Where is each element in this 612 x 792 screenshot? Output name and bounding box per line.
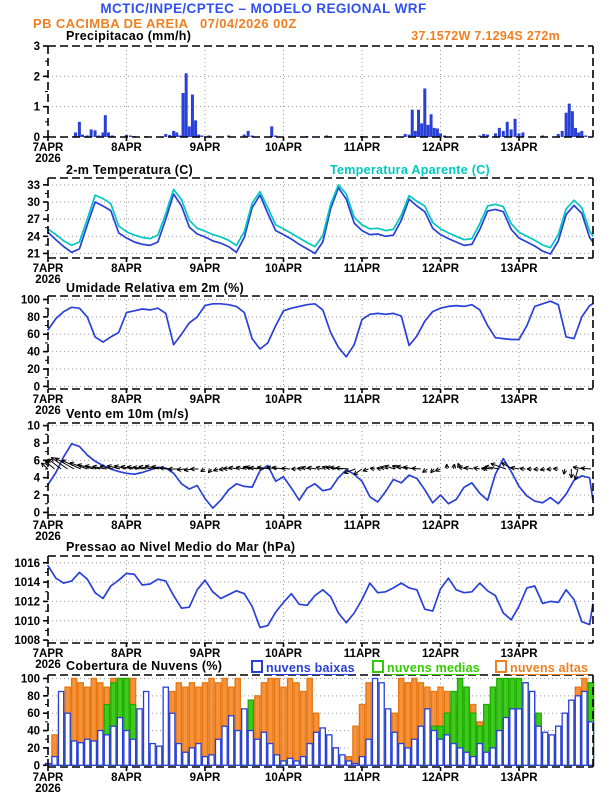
svg-text:13APR: 13APR <box>500 648 538 660</box>
svg-text:80: 80 <box>27 311 40 324</box>
svg-text:7APR: 7APR <box>32 648 64 660</box>
legend-nuvens-medias: nuvens medias <box>372 660 480 676</box>
svg-text:12APR: 12APR <box>421 648 460 660</box>
svg-text:2026: 2026 <box>35 153 61 165</box>
svg-text:12APR: 12APR <box>421 263 460 275</box>
temperature-title: 2-m Temperatura (C) <box>66 163 194 177</box>
svg-text:1: 1 <box>33 101 40 114</box>
svg-text:3: 3 <box>33 41 40 53</box>
svg-text:6: 6 <box>33 455 40 468</box>
precipitation-title: Precipitacao (mm/h) <box>66 29 192 43</box>
svg-text:9APR: 9APR <box>189 520 221 532</box>
svg-text:4: 4 <box>33 472 40 485</box>
high-clouds-swatch-icon <box>495 660 507 673</box>
svg-text:33: 33 <box>27 179 40 192</box>
svg-text:2026: 2026 <box>35 659 61 671</box>
svg-text:30: 30 <box>27 197 40 209</box>
svg-text:2: 2 <box>33 71 40 84</box>
svg-text:7APR: 7APR <box>32 772 64 784</box>
svg-text:8APR: 8APR <box>111 772 142 784</box>
svg-text:1014: 1014 <box>14 577 40 590</box>
svg-text:2026: 2026 <box>35 274 61 286</box>
model-title: MCTIC/INPE/CPTEC – MODELO REGIONAL WRF <box>100 1 427 16</box>
svg-text:9APR: 9APR <box>189 142 221 154</box>
svg-text:10: 10 <box>27 420 40 433</box>
svg-text:60: 60 <box>27 329 40 342</box>
svg-text:11APR: 11APR <box>343 772 381 784</box>
svg-text:40: 40 <box>27 346 40 359</box>
apparent-temperature-title: Temperatura Aparente (C) <box>330 163 491 177</box>
svg-text:27: 27 <box>27 214 40 227</box>
svg-text:2026: 2026 <box>35 405 61 417</box>
svg-text:13APR: 13APR <box>500 263 538 275</box>
svg-text:0: 0 <box>33 132 40 144</box>
svg-text:13APR: 13APR <box>500 142 538 154</box>
svg-text:100: 100 <box>20 673 40 686</box>
legend-nuvens-baixas: nuvens baixas <box>251 660 355 676</box>
svg-text:9APR: 9APR <box>189 772 221 784</box>
svg-text:1008: 1008 <box>14 635 40 648</box>
svg-text:7APR: 7APR <box>32 394 64 406</box>
svg-text:0: 0 <box>33 507 40 520</box>
svg-text:24: 24 <box>27 231 40 244</box>
pressure-title: Pressao ao Nivel Medio do Mar (hPa) <box>66 540 296 554</box>
svg-text:13APR: 13APR <box>500 520 538 532</box>
svg-text:21: 21 <box>27 248 40 261</box>
svg-text:10APR: 10APR <box>264 142 303 154</box>
svg-text:1010: 1010 <box>14 615 40 628</box>
svg-text:10APR: 10APR <box>264 394 303 406</box>
svg-text:0: 0 <box>33 381 40 394</box>
svg-text:10APR: 10APR <box>264 263 303 275</box>
svg-text:1016: 1016 <box>14 557 40 570</box>
clouds-title: Cobertura de Nuvens (%) <box>66 659 223 673</box>
svg-text:20: 20 <box>27 364 40 377</box>
location-coordinates: 37.1572W 7.1294S 272m <box>411 29 560 43</box>
legend-nuvens-altas: nuvens altas <box>495 660 588 676</box>
wind-title: Vento em 10m (m/s) <box>66 407 189 421</box>
svg-text:8APR: 8APR <box>111 142 142 154</box>
svg-text:9APR: 9APR <box>189 263 221 275</box>
svg-text:8APR: 8APR <box>111 648 142 660</box>
svg-text:12APR: 12APR <box>421 772 460 784</box>
svg-text:8: 8 <box>33 437 40 450</box>
svg-text:0: 0 <box>33 760 40 773</box>
svg-text:80: 80 <box>27 690 40 703</box>
svg-text:12APR: 12APR <box>421 520 460 532</box>
station-name: PB CACIMBA DE AREIA <box>33 16 189 31</box>
run-datetime: 07/04/2026 00Z <box>200 16 297 31</box>
svg-text:13APR: 13APR <box>500 772 538 784</box>
svg-text:8APR: 8APR <box>111 520 142 532</box>
svg-text:8APR: 8APR <box>111 263 142 275</box>
low-clouds-swatch-icon <box>251 660 263 673</box>
svg-text:40: 40 <box>27 725 40 738</box>
svg-text:100: 100 <box>20 294 40 307</box>
svg-text:2: 2 <box>33 490 40 503</box>
svg-text:20: 20 <box>27 742 40 755</box>
svg-text:2026: 2026 <box>35 783 61 792</box>
humidity-title: Umidade Relativa em 2m (%) <box>66 281 244 295</box>
svg-text:9APR: 9APR <box>189 394 221 406</box>
svg-text:11APR: 11APR <box>343 263 381 275</box>
svg-text:12APR: 12APR <box>421 142 460 154</box>
svg-text:2026: 2026 <box>35 531 61 543</box>
svg-text:1012: 1012 <box>14 596 40 609</box>
svg-text:10APR: 10APR <box>264 648 303 660</box>
svg-text:11APR: 11APR <box>343 648 381 660</box>
svg-text:10APR: 10APR <box>264 520 303 532</box>
svg-text:12APR: 12APR <box>421 394 460 406</box>
svg-text:7APR: 7APR <box>32 520 64 532</box>
mid-clouds-swatch-icon <box>372 660 384 673</box>
svg-text:13APR: 13APR <box>500 394 538 406</box>
svg-text:7APR: 7APR <box>32 142 64 154</box>
svg-text:11APR: 11APR <box>343 142 381 154</box>
svg-text:10APR: 10APR <box>264 772 303 784</box>
svg-text:9APR: 9APR <box>189 648 221 660</box>
svg-text:7APR: 7APR <box>32 263 64 275</box>
svg-text:60: 60 <box>27 708 40 721</box>
svg-text:11APR: 11APR <box>343 520 381 532</box>
svg-text:11APR: 11APR <box>343 394 381 406</box>
svg-text:8APR: 8APR <box>111 394 142 406</box>
